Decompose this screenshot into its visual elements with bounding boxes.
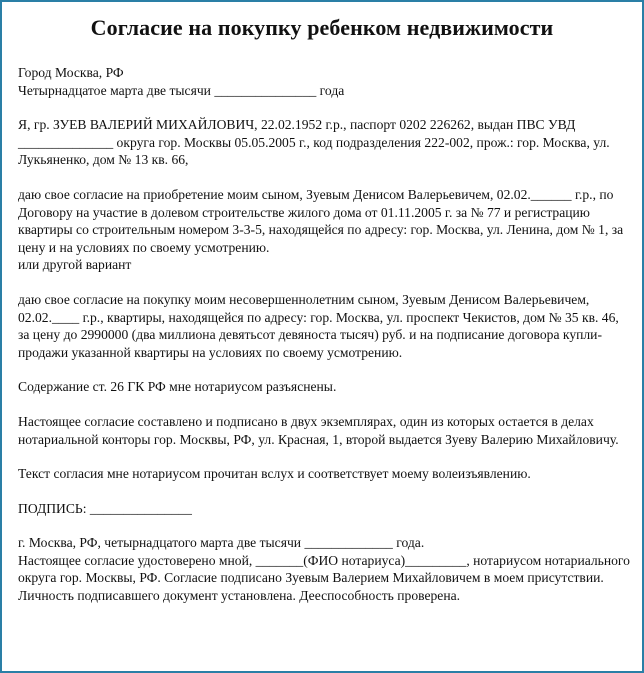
- copies-paragraph: Настоящее согласие составлено и подписано в двух экземплярах, один из которых остается в делах нотариальной конторы гор. Москвы, РФ, ул. Красная, 1, второй выдается Зуеву Валерию Михайловичу.: [18, 413, 619, 447]
- document-body: [18, 64, 630, 605]
- consent-variant-1: даю свое согласие на приобретение моим сыном, Зуевым Денисом Валерьевичем, 02.02.______ г.р., по Договору на участие в долевом строительстве жилого дома от 01.11.2005 г. за № 77 и регистрацию квартиры со строительным номером 3-3-5, находящейся по адресу: гор. Москва, ул. Ленина, дом № 1, за цену и на условиях по своему усмотрению.: [18, 186, 624, 255]
- consent-variant-2: даю свое согласие на покупку моим несовершеннолетним сыном, Зуевым Денисом Валерьевичем, 02.02.____ г.р., квартиры, находящейся по адресу: гор. Москва, ул. проспект Чекистов, дом № 35 кв. 46, за цену до 2990000 (два миллиона девятьсот девяноста тысяч) руб. и на подписание договора купли-продажи указанной квартиры на условиях по своему усмотрению.: [18, 291, 619, 360]
- notary-date-line: г. Москва, РФ, четырнадцатого марта две тысячи _____________ года.: [18, 535, 425, 551]
- certification-paragraph: Настоящее согласие удостоверено мной, _______(ФИО нотариуса)_________, нотариусом нотариального округа гор. Москвы, РФ. Согласие подписано Зуевым Валерием Михайловичем в моем присутствии. Личность подписавшего документ установлена. Дееспособность проверена.: [18, 552, 630, 604]
- date-line: Четырнадцатое марта две тысячи _______________ года: [18, 82, 345, 98]
- document-title: Согласие на покупку ребенком недвижимости: [90, 15, 554, 40]
- notary-explained: Содержание ст. 26 ГК РФ мне нотариусом разъяснены.: [18, 379, 337, 395]
- declarant-paragraph: Я, гр. ЗУЕВ ВАЛЕРИЙ МИХАЙЛОВИЧ, 22.02.1952 г.р., паспорт 0202 226262, выдан ПВС УВД ______________ округа гор. Москвы 05.05.2005 г., код подразделения 222-002, прож.: гор. Москва, ул. Лукьяненко, дом № 13 кв. 66,: [18, 117, 610, 168]
- or-other-variant: или другой вариант: [18, 257, 132, 273]
- signature-line: ПОДПИСЬ: _______________: [18, 500, 192, 516]
- city-line: Город Москва, РФ: [18, 65, 124, 80]
- read-aloud-paragraph: Текст согласия мне нотариусом прочитан вслух и соответствует моему волеизъявлению.: [18, 466, 531, 482]
